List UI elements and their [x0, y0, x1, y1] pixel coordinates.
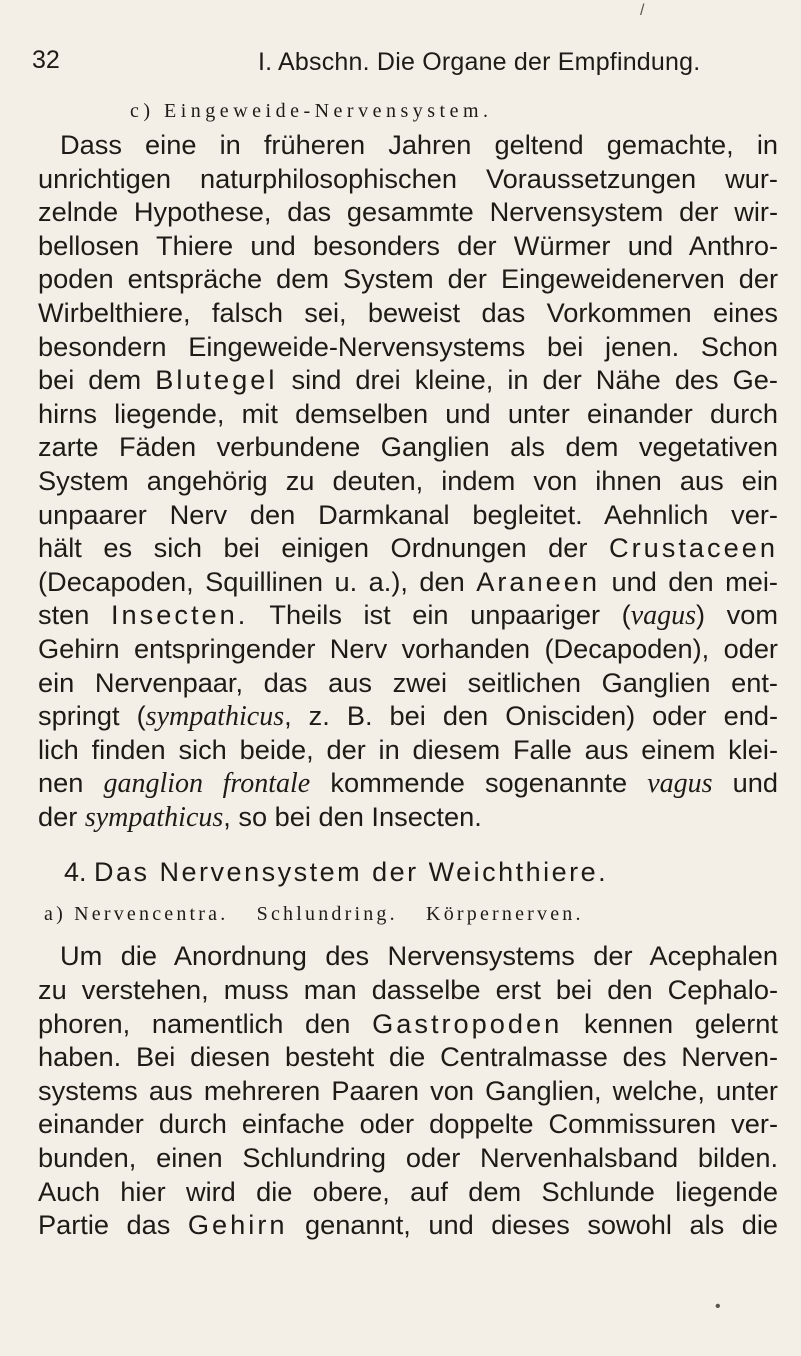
text-run: kennen gelernt [562, 1007, 778, 1039]
subsection-heading: c) Eingeweide-Nervensystem. [130, 100, 493, 122]
text-line: unrichtigen naturphilosophischen Voraussetzungen wur- [38, 162, 778, 194]
section-title-text: Das Nervensystem der Weichthiere. [94, 857, 609, 888]
text-line: Wirbelthiere, falsch sei, beweist das Vorkommen eines [38, 296, 778, 328]
text-line: bellosen Thiere und besonders der Würmer und Anthro- [38, 229, 778, 261]
page-header [32, 40, 778, 80]
italic-term: sympathicus [84, 801, 224, 833]
text-run: und den mei- [600, 565, 778, 597]
text-run: , z. B. bei den Onisciden) oder end- [284, 700, 778, 732]
subhead-nervencentra: a) Nervencentra. [44, 903, 229, 926]
italic-term: ganglion frontale [103, 768, 311, 800]
text-run: kommende sogenannte [310, 767, 648, 799]
text-line: Um die Anordnung des Nervensystems der Acephalen [60, 940, 778, 972]
text-line: besondern Eingeweide-Nervensystems bei jenen. Schon [38, 330, 778, 362]
spaced-term: Insecten. [110, 599, 249, 631]
text-line [38, 766, 778, 800]
text-line [38, 1208, 778, 1242]
text-line [38, 565, 778, 599]
text-run: sind drei kleine, in der Nähe des Ge- [277, 364, 778, 396]
book-page [32, 40, 779, 1242]
text-line: systems aus mehreren Paaren von Ganglien, welche, unter [38, 1074, 778, 1106]
text-run: springt ( [38, 700, 146, 732]
text-run: und [712, 767, 778, 799]
text-line: Gehirn entspringender Nerv vorhanden (Decapoden), oder [38, 632, 778, 664]
text-line: Auch hier wird die obere, auf dem Schlunde liegende [38, 1175, 778, 1207]
text-line: Dass eine in früheren Jahren geltend gemachte, in [60, 129, 778, 160]
text-line: einander durch einfache oder doppelte Commissuren ver- [38, 1108, 778, 1140]
text-line: haben. Bei diesen besteht die Centralmasse des Nerven- [38, 1041, 778, 1073]
text-line: hirns liegende, mit demselben und unter einander durch [38, 397, 778, 429]
text-line: ein Nervenpaar, das aus zwei seitlichen Ganglien ent- [38, 666, 778, 698]
subhead-schlundring: Schlundring. [256, 903, 398, 926]
italic-term: vagus [647, 768, 713, 800]
text-run: sten [38, 599, 111, 631]
text-line: poden entspräche dem System der Eingeweidenerven der [38, 263, 778, 295]
spaced-term: Crustaceen [608, 532, 778, 564]
subhead-koerpernerven: Körpernerven. [426, 903, 584, 926]
text-line: zu verstehen, muss man dasselbe erst bei den Cephalo- [38, 974, 778, 1006]
text-run: Theils ist ein unpaariger ( [248, 599, 631, 631]
spaced-term: Araneen [476, 565, 601, 597]
text-run: der [38, 800, 85, 832]
text-line [38, 531, 778, 565]
text-line [38, 1007, 778, 1041]
text-line [38, 800, 778, 834]
spaced-term: Gastropoden [372, 1007, 563, 1039]
page-number: 32 [32, 46, 60, 74]
text-line: System angehörig zu deuten, indem von ihnen aus ein [38, 464, 778, 496]
corner-mark: • [715, 1298, 721, 1315]
running-head: I. Abschn. Die Organe der Empfindung. [258, 48, 701, 76]
text-run: genannt, und dieses sowohl als die [287, 1209, 779, 1241]
text-line [38, 699, 778, 733]
paragraph-eingeweide [38, 128, 778, 833]
text-line: lich finden sich beide, der in diesem Falle aus einem klei- [38, 733, 778, 765]
spaced-term: Gehirn [187, 1209, 288, 1241]
section-title [38, 855, 778, 889]
text-line: unpaarer Nerv den Darmkanal begleitet. Aehnlich ver- [38, 498, 778, 530]
text-run: (Decapoden, Squillinen u. a.), den [38, 565, 477, 597]
text-line: zarte Fäden verbundene Ganglien als dem vegetativen [38, 431, 778, 463]
paragraph-weichthiere [38, 939, 778, 1241]
spaced-term: Blutegel [155, 364, 278, 396]
section-number: 4. [64, 857, 95, 888]
text-run: nen [38, 767, 104, 799]
corner-mark: / [640, 2, 645, 19]
text-line: bunden, einen Schlundring oder Nervenhalsband bilden. [38, 1142, 778, 1174]
text-run: hält es sich bei einigen Ordnungen der [38, 532, 609, 564]
text-run: Partie das [38, 1209, 188, 1241]
text-run: phoren, namentlich den [38, 1007, 373, 1039]
text-line [38, 598, 778, 632]
section-subheads [38, 899, 778, 929]
text-run: ) vom [696, 599, 779, 631]
italic-term: sympathicus [145, 701, 285, 733]
text-line: zelnde Hypothese, das gesammte Nervensystem der wir- [38, 196, 778, 228]
text-line [38, 363, 778, 397]
text-run: , so bei den Insecten. [223, 800, 482, 832]
italic-term: vagus [630, 600, 697, 632]
text-run: bei dem [38, 364, 156, 396]
